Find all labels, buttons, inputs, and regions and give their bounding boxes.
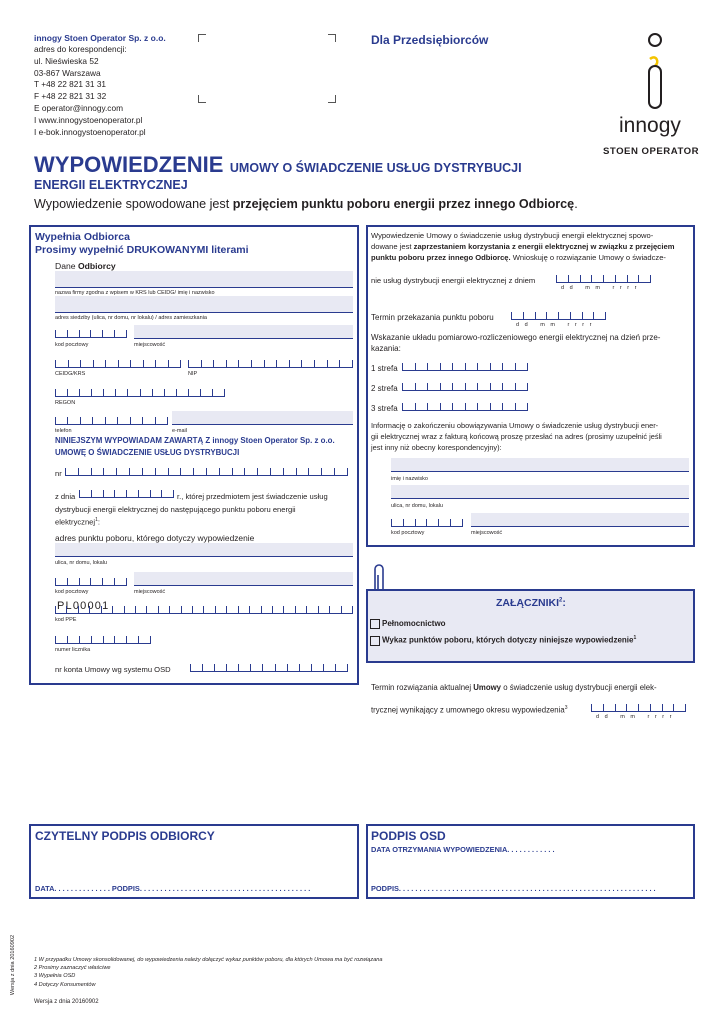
notice-date-hint: d d m m r r r r [596, 714, 674, 720]
email-field[interactable] [172, 411, 353, 425]
subtitle-pre: Wypowiedzenie spowodowane jest [34, 197, 230, 211]
notice-period-text-2 [371, 705, 568, 715]
termination-text-3-bold: punktu poboru przez innego Odbiorcę. [371, 253, 511, 262]
customer-heading-1: Wypełnia Odbiorca [35, 231, 130, 243]
osd-receipt-date[interactable]: DATA OTRZYMANIA WYPOWIEDZENIA. . . . . . . . . . . . [371, 845, 555, 854]
termination-date-hint: d d m m r r r r [561, 285, 639, 291]
recipient-postal-field[interactable] [391, 519, 463, 527]
contract-date-field[interactable] [79, 490, 174, 498]
customer-heading-2: Prosimy wypełnić DRUKOWANYMI literami [35, 244, 249, 256]
handover-date-field[interactable] [511, 312, 606, 320]
footnote-3: 3 Wypełnia OSD [34, 973, 76, 980]
title-rest-1: UMOWY O ŚWIADCZENIE USŁUG DYSTRYBUCJI [229, 161, 522, 175]
ppe-code-label: kod PPE [55, 617, 77, 623]
meter-reading-text-1: Wskazanie układu pomiarowo-rozliczeniowego energii elektrycznej na dzień prze- [371, 333, 661, 342]
contract-date-label: z dnia [55, 492, 76, 501]
termination-text-2 [371, 242, 674, 251]
notice-pre: Termin rozwiązania aktualnej [371, 683, 472, 692]
phone-field[interactable] [55, 417, 168, 425]
ppe-code-field[interactable] [55, 606, 353, 614]
nip-field[interactable] [188, 360, 353, 368]
notice-period-text-1 [371, 683, 657, 692]
attachments-title-colon: : [562, 597, 566, 609]
title-big: WYPOWIEDZENIE [34, 152, 224, 177]
info-text-3: jest inny niż obecny korespondencyjny): [371, 443, 502, 452]
attachment-label: Wykaz punktów poboru, których dotyczy niniejsze wypowiedzenie [382, 635, 634, 645]
termination-text-2-pre: dowane jest [371, 242, 412, 251]
ppe-postal-label: kod pocztowy [55, 589, 89, 595]
attachments-title-text: ZAŁĄCZNIKI [496, 597, 559, 609]
meter-reading-text-2: kazania: [371, 344, 401, 353]
city-field[interactable] [134, 325, 353, 339]
subtitle-post: . [574, 197, 578, 211]
regon-field[interactable] [55, 389, 225, 397]
notice-post: o świadczenie usług dystrybucji energii elek- [503, 683, 657, 692]
postal-code-field[interactable] [55, 330, 127, 338]
postal-code-label: kod pocztowy [55, 342, 89, 348]
contract-text-word: elektrycznej [55, 517, 96, 527]
attachments-footnote-ref: 2 [559, 597, 563, 604]
ppe-city-label: miejscowość [134, 589, 166, 595]
company-address [34, 44, 146, 138]
contract-number-label: nr [55, 469, 62, 478]
attachment-item-ppe-list[interactable] [370, 635, 636, 646]
attachments-title [496, 597, 566, 609]
company-name-label: nazwa firmy zgodna z wpisem w KRS lub CEIDG/ imię i nazwisko [55, 290, 215, 296]
zone-1-label: 1 strefa [371, 364, 398, 373]
ppe-city-field[interactable] [134, 572, 353, 586]
innogy-logo-mark [600, 30, 710, 115]
contract-text-line-2: dystrybucji energii elektrycznej do następującego punktu poboru energii [55, 505, 296, 514]
contract-number-field[interactable] [65, 468, 348, 476]
envelope-corner-tr [328, 34, 336, 42]
customer-signature-line[interactable]: DATA. . . . . . . . . . . . . . PODPIS. . . . . . . . . . . . . . . . . . . . . . . . . . . . . . . . . . . . . . . . . . [35, 884, 311, 893]
zone-2-label: 2 strefa [371, 384, 398, 393]
info-text-1: Informację o zakończeniu obowiązywania Umowy o świadczenie usług dystrybucji ener- [371, 421, 659, 430]
footnote-ref: 1 [95, 517, 98, 523]
address-line: F +48 22 821 31 32 [34, 91, 107, 102]
footnote-4: 4 Dotyczy Konsumentów [34, 981, 96, 988]
address-line: I www.innogystoenoperator.pl [34, 114, 143, 125]
title-rest-2: ENERGII ELEKTRYCZNEJ [34, 178, 188, 192]
osd-account-field[interactable] [190, 664, 348, 672]
logo-word: innogy [619, 114, 681, 137]
attachment-checkbox[interactable] [370, 619, 380, 629]
envelope-corner-bl [198, 95, 206, 103]
segment-label: Dla Przedsiębiorców [371, 33, 489, 47]
osd-account-label: nr konta Umowy wg systemu OSD [55, 665, 171, 674]
recipient-name-field[interactable] [391, 458, 689, 472]
termination-text-4: nie usług dystrybucji energii elektrycznej z dniem [371, 276, 536, 285]
zone-2-field[interactable] [402, 383, 528, 391]
regon-label: REGON [55, 400, 76, 406]
version-label: Wersja z dnia 20160902 [34, 999, 99, 1005]
recipient-city-field[interactable] [471, 513, 689, 527]
meter-number-label: numer licznika [55, 647, 91, 653]
termination-date-field[interactable] [556, 275, 651, 283]
page-title [34, 152, 522, 178]
ppe-street-label: ulica, nr domu, lokalu [55, 560, 107, 566]
declaration-line-2: UMOWĘ O ŚWIADCZENIE USŁUG DYSTRYBUCJI [55, 448, 240, 457]
osd-signature-line[interactable]: PODPIS. . . . . . . . . . . . . . . . . . . . . . . . . . . . . . . . . . . . . . . . . . . . . . . . . . . . . . . . . . . . . . . [371, 884, 656, 893]
notice-date-field[interactable] [591, 704, 686, 712]
address-label: adres siedziby (ulica, nr domu, nr lokalu) / adres zamieszkania [55, 315, 207, 321]
contract-text-colon: : [97, 517, 100, 527]
ceidg-field[interactable] [55, 360, 181, 368]
contract-text-line-3 [55, 517, 100, 527]
recipient-city-label: miejscowość [471, 530, 503, 536]
address-line: 03-867 Warszawa [34, 67, 101, 78]
city-label: miejscowość [134, 342, 166, 348]
recipient-street-label: ulica, nr domu, lokalu [391, 503, 443, 509]
footnote-2: 2 Prosimy zaznaczyć właściwe [34, 965, 111, 972]
innogy-logo [600, 30, 710, 160]
attachment-item-power-of-attorney[interactable] [370, 619, 446, 629]
dane-pre: Dane [55, 261, 76, 271]
notice-line-2: trycznej wynikający z umownego okresu wypowiedzenia [371, 705, 565, 715]
company-name-field-2[interactable] [55, 296, 353, 313]
recipient-name-label: imię i nazwisko [391, 476, 428, 482]
nip-label: NIP [188, 371, 198, 377]
info-text-2: gii elektrycznej wraz z fakturą końcową proszę przesłać na adres (prosimy uzupełnić jeśli [371, 432, 662, 441]
meter-number-field[interactable] [55, 636, 151, 644]
handover-label: Termin przekazania punktu poboru [371, 313, 494, 322]
envelope-corner-br [328, 95, 336, 103]
ppe-street-field[interactable] [55, 543, 353, 557]
ceidg-label: CEIDG/KRS [55, 371, 86, 377]
recipient-street-field[interactable] [391, 485, 689, 499]
notice-bold: Umowy [473, 683, 502, 692]
footnote-1: 1 W przypadku Umowy skonsolidowanej, do wypowiedzenia należy dołączyć wykaz punktów poboru, dla których Umowa ma być rozwiązana [34, 957, 383, 963]
zone-3-field[interactable] [402, 403, 528, 411]
address-line: adres do korespondencji: [34, 44, 127, 54]
dane-bold: Odbiorcy [77, 261, 116, 271]
logo-sub: STOEN OPERATOR [603, 146, 700, 157]
address-line: E operator@innogy.com [34, 102, 123, 113]
termination-text-3-post: Wnioskuję o rozwiązanie Umowy o świadcze- [512, 253, 666, 262]
phone-label: telefon [55, 428, 72, 434]
handover-date-hint: d d m m r r r r [516, 322, 594, 328]
termination-text-3 [371, 253, 666, 262]
zone-1-field[interactable] [402, 363, 528, 371]
version-side-label: Wersja z dnia 20160902 [10, 934, 16, 996]
attachment-checkbox[interactable] [370, 636, 380, 646]
address-line: ul. Nieświeska 52 [34, 55, 99, 66]
attachment-footnote-ref: 1 [633, 635, 637, 641]
customer-data-label [55, 261, 116, 271]
osd-signature-title: PODPIS OSD [371, 829, 446, 843]
address-line: I e-bok.innogystoenoperator.pl [34, 126, 146, 137]
company-name: innogy Stoen Operator Sp. z o.o. [34, 33, 166, 43]
declaration-line-1: NINIEJSZYM WYPOWIADAM ZAWARTĄ Z innogy Stoen Operator Sp. z o.o. [55, 436, 335, 445]
termination-text-2-bold: zaprzestaniem korzystania z energii elektrycznej w związku z przejęciem [413, 242, 675, 251]
address-line: T +48 22 821 31 31 [34, 79, 107, 90]
contract-date-suffix: r., której przedmiotem jest świadczenie usług [177, 492, 328, 501]
ppe-postal-field[interactable] [55, 578, 127, 586]
subtitle-bold: przejęciem punktu poboru energii przez innego Odbiorcę [232, 197, 575, 211]
ppe-address-heading: adres punktu poboru, którego dotyczy wypowiedzenie [55, 533, 255, 543]
page-subtitle [34, 197, 578, 211]
attachment-label: Pełnomocnictwo [382, 619, 446, 629]
email-label: e-mail [172, 428, 187, 434]
customer-signature-title: CZYTELNY PODPIS ODBIORCY [35, 829, 215, 843]
notice-footnote-ref: 3 [564, 705, 568, 711]
recipient-postal-label: kod pocztowy [391, 530, 425, 536]
company-name-field[interactable] [55, 271, 353, 288]
zone-3-label: 3 strefa [371, 404, 398, 413]
termination-text-1: Wypowiedzenie Umowy o świadczenie usług dystrybucji energii elektrycznej spowo- [371, 231, 654, 240]
ppe-prefix: PL00001 [57, 600, 110, 612]
envelope-corner-tl [198, 34, 206, 42]
footnotes [34, 956, 383, 989]
